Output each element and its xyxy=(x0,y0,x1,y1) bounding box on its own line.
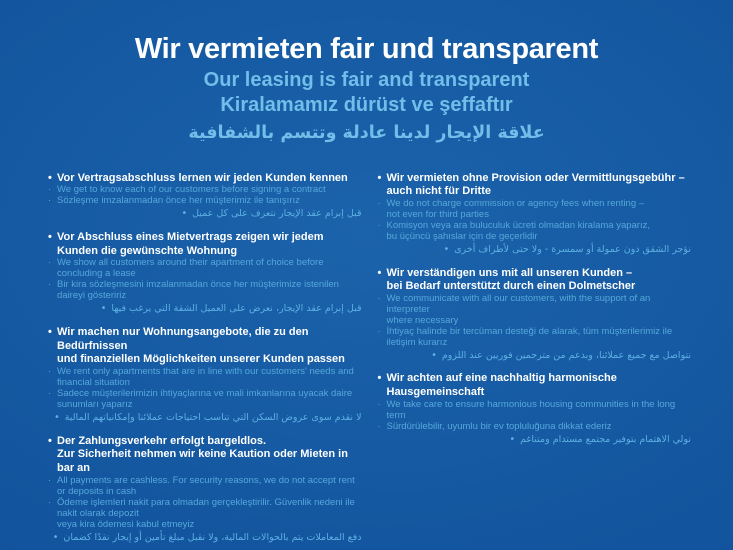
title-german: Wir vermieten fair und transparent xyxy=(134,33,599,65)
translation-tr: Ödeme işlemleri nakit para olmadan gerçekleştirilir. Güvenlik nedeni ile nakit olarak depozit xyxy=(57,496,355,519)
translation-tr-row xyxy=(378,422,692,433)
bullet-icon: • xyxy=(48,434,52,447)
statement-german: Wir verständigen uns mit all unseren Kunden – xyxy=(386,266,633,279)
translation-ar-row xyxy=(378,434,692,447)
translation-ar: نؤجر الشقق دون عمولة أو سمسرة - ولا حتى لأطراف أخرى xyxy=(454,243,691,255)
translation-tr-row xyxy=(48,389,362,411)
bullet-icon: · xyxy=(377,198,381,210)
bullet-icon: · xyxy=(48,279,52,291)
translation-en-row xyxy=(378,294,692,316)
translation-tr: bu üçüncü şahıslar için de geçerlidir xyxy=(386,230,538,242)
translation-en: We rent only apartments that are in line with our customers' needs and financial situation xyxy=(57,366,354,389)
translation-tr-row xyxy=(48,280,362,302)
translation-tr-row xyxy=(378,232,692,243)
bullet-group xyxy=(378,172,692,257)
translation-en-row xyxy=(48,367,362,389)
statement-german: Zur Sicherheit nehmen wir keine Kaution oder Mieten in bar an xyxy=(57,448,348,475)
statement-german-row xyxy=(378,185,692,199)
statement-german-row xyxy=(48,353,362,367)
translation-en: We show all customers around their apartment of choice before concluding a lease xyxy=(57,257,324,280)
translation-ar-row xyxy=(378,244,692,257)
translation-en-row xyxy=(48,258,362,280)
bullet-group xyxy=(378,372,692,446)
translation-en: We communicate with all our customers, with the support of an interpreter xyxy=(386,293,651,315)
bullet-icon: • xyxy=(52,531,59,543)
bullet-icon: • xyxy=(377,171,382,184)
bullet-icon: · xyxy=(48,195,52,207)
bullet-icon: • xyxy=(377,372,382,385)
subtitle-arabic: علاقة الإيجار لدينا عادلة وتتسم بالشفافية xyxy=(188,122,545,143)
statement-german: Hausgemeinschaft xyxy=(386,386,485,399)
translation-en: not even for third parties xyxy=(386,208,489,220)
translation-tr-row xyxy=(378,327,692,349)
bullet-group xyxy=(48,326,362,425)
translation-tr: İhtiyaç halinde bir tercüman desteği de alarak, tüm müşterilerimiz ile iletişim kurarız xyxy=(386,325,673,348)
bullet-icon: · xyxy=(48,366,52,378)
bullet-icon: • xyxy=(509,433,516,445)
translation-ar: نولي الاهتمام بتوفير مجتمع مستدام ومتناغم xyxy=(520,433,691,445)
bullet-icon: · xyxy=(48,496,52,508)
column-right xyxy=(378,172,692,550)
statement-german: bei Bedarf unterstützt durch einen Dolmetscher xyxy=(386,280,636,293)
bullet-group xyxy=(378,267,692,363)
bullet-icon: • xyxy=(181,208,188,220)
translation-ar: نتواصل مع جميع عملائنا، وبدعم من مترجمين فوريين عند اللزوم xyxy=(441,349,691,361)
bullet-icon: · xyxy=(377,219,381,231)
bullet-icon: • xyxy=(54,411,60,423)
statement-german-row xyxy=(378,280,692,294)
bullet-icon: • xyxy=(48,325,52,338)
bullet-icon: • xyxy=(100,303,107,315)
statement-german: Wir machen nur Wohnungsangebote, die zu den Bedürfnissen xyxy=(57,325,309,352)
statement-german: auch nicht für Dritte xyxy=(386,185,492,198)
statement-german: Vor Vertragsabschluss lernen wir jeden Kunden kennen xyxy=(57,171,348,184)
bullet-icon: · xyxy=(377,398,381,410)
translation-en: where necessary xyxy=(386,314,459,326)
bullet-icon: • xyxy=(48,230,52,243)
bullet-group xyxy=(48,172,362,221)
statement-german-row xyxy=(378,372,692,386)
bullet-group xyxy=(48,231,362,316)
translation-tr: Bir kira sözleşmesini imzalanmadan önce her müşterimize istenilen daireyi gösteririz xyxy=(57,279,339,302)
translation-en-row xyxy=(378,400,692,422)
translation-tr: Komisyon veya ara buluculuk ücreti olmadan kiralama yaparız, xyxy=(386,219,650,231)
translation-en: All payments are cashless. For security reasons, we do not accept rent or deposits in cash xyxy=(57,474,355,497)
bullet-icon: · xyxy=(377,325,381,337)
translation-tr-row xyxy=(48,520,362,531)
bullet-icon: · xyxy=(48,474,52,486)
translation-ar-row xyxy=(48,532,362,545)
bullet-icon: · xyxy=(48,257,52,269)
statement-german: Vor Abschluss eines Mietvertrags zeigen wir jedem xyxy=(57,230,324,243)
bullet-icon: • xyxy=(443,243,450,255)
translation-en: We take care to ensure harmonious housing communities in the long term xyxy=(386,398,676,421)
translation-tr: Sadece müşterilerimizin ihtiyaçlarına ve mali imkanlarına uyacak daire sunumları yaparız xyxy=(57,388,353,410)
statement-german: Wir achten auf eine nachhaltig harmonische xyxy=(386,372,617,385)
translation-ar: قبل إبرام عقد الإيجار، نعرض على العميل الشقة التي يرغب فيها xyxy=(111,303,362,315)
translation-tr: Sürdürülebilir, uyumlu bir ev topluluğuna dikkat ederiz xyxy=(386,420,612,432)
bullet-icon: • xyxy=(431,349,437,361)
statement-german-row xyxy=(378,267,692,281)
bullet-icon: • xyxy=(48,171,52,184)
subtitle-turkish: Kiralamamız dürüst ve şeffaftır xyxy=(220,93,513,116)
statement-german-row xyxy=(48,435,362,449)
bullet-icon: · xyxy=(48,184,52,196)
translation-en-row xyxy=(48,476,362,498)
translation-ar-row xyxy=(48,208,362,221)
bullet-columns xyxy=(0,146,733,550)
header xyxy=(0,0,733,146)
statement-german-row xyxy=(48,448,362,476)
translation-en: We get to know each of our customers before signing a contract xyxy=(57,184,326,196)
bullet-group xyxy=(48,435,362,545)
translation-ar: لا نقدم سوى عروض السكن التي تناسب احتياجات عملائنا وإمكانياتهم المالية xyxy=(64,411,362,423)
translation-en: We do not charge commission or agency fees when renting – xyxy=(386,198,645,210)
translation-ar: قبل إبرام عقد الإيجار نتعرف على كل عميل xyxy=(192,208,362,220)
statement-german-row xyxy=(48,245,362,259)
bullet-icon: • xyxy=(377,266,382,279)
statement-german: und finanziellen Möglichkeiten unserer Kunden passen xyxy=(57,353,345,366)
statement-german-row xyxy=(378,172,692,186)
bullet-icon: · xyxy=(48,388,52,400)
translation-tr-row xyxy=(48,498,362,520)
statement-german-row xyxy=(48,326,362,354)
translation-ar-row xyxy=(48,303,362,316)
statement-german: Wir vermieten ohne Provision oder Vermittlungsgebühr – xyxy=(386,171,685,184)
translation-ar-row xyxy=(378,350,692,363)
statement-german: Der Zahlungsverkehr erfolgt bargeldlos. xyxy=(57,434,267,447)
statement-german: Kunden die gewünschte Wohnung xyxy=(57,244,238,257)
bullet-icon: · xyxy=(377,420,381,432)
statement-german-row xyxy=(48,172,362,186)
translation-ar-row xyxy=(48,412,362,425)
bullet-icon: · xyxy=(377,293,381,305)
subtitle-english: Our leasing is fair and transparent xyxy=(203,68,530,91)
translation-ar: دفع المعاملات يتم بالحوالات المالية، ولا نقبل مبلغ تأمين أو إيجار نقدًا كضمان xyxy=(63,531,362,543)
statement-german-row xyxy=(378,386,692,400)
column-left xyxy=(48,172,362,550)
translation-tr: veya kira ödemesi kabul etmeyiz xyxy=(57,518,195,530)
translation-tr-row xyxy=(48,196,362,207)
statement-german-row xyxy=(48,231,362,245)
translation-tr: Sözleşme imzalanmadan önce her müşterimiz ile tanışırız xyxy=(57,195,300,207)
